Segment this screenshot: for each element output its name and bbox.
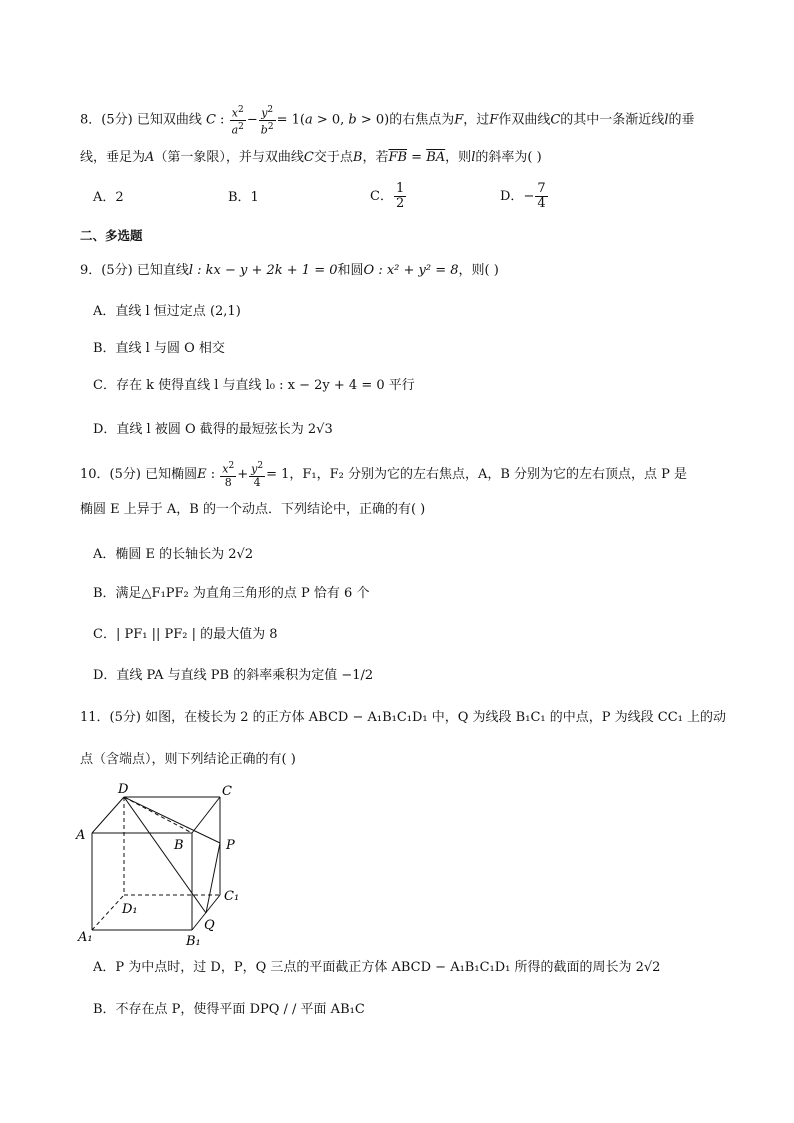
q8-option-d: D．− $\frac{7}{4}$ xyxy=(500,181,546,211)
q8-frac-x: $\frac{x^2}{a^2}$ xyxy=(231,105,244,137)
section-heading-multiple-choice: 二、多选题 xyxy=(80,228,143,243)
q8-line1: 8．(5分) 已知双曲线 C : $\frac{x^2}{a^2}$ − $\frac{y^2}{b^2}$ = 1(a > 0, b > 0)的右焦点为F，过F作双曲线C的其中一条渐近线l的垂 xyxy=(80,105,695,137)
vertex-label-c1: C₁ xyxy=(224,889,240,904)
vertex-label-p: P xyxy=(226,838,235,853)
q11-line1: 11．(5分) 如图，在棱长为 2 的正方体 ABCD − A₁B₁C₁D₁ 中，Q 为线段 B₁C₁ 的中点，P 为线段 CC₁ 上的动 xyxy=(80,710,726,725)
q10-option-c: C．| PF₁ || PF₂ | 的最大值为 8 xyxy=(93,627,278,642)
vertex-label-b1: B₁ xyxy=(186,934,201,949)
q11-line2: 点（含端点），则下列结论正确的有( ) xyxy=(80,752,296,767)
q8-option-b: B．1 xyxy=(228,190,259,205)
q8-option-a: A．2 xyxy=(93,190,124,205)
q8-prefix: 8．(5分) 已知双曲线 xyxy=(80,112,202,128)
q10-line2: 椭圆 E 上异于 A，B 的一个动点．下列结论中，正确的有( ) xyxy=(80,502,426,517)
q10-line1: 10．(5分) 已知椭圆E : $\frac{x^2}{8}$ + $\frac{y^2}{4}$ = 1，F₁，F₂ 分别为它的左右焦点，A，B 分别为它的左右顶点，点 P 是 xyxy=(80,461,688,489)
q11-option-a: A．P 为中点时，过 D，P，Q 三点的平面截正方体 ABCD − A₁B₁C₁D₁ 所得的截面的周长为 2√2 xyxy=(93,960,661,975)
q8-line2: 线，垂足为A（第一象限），并与双曲线C交于点B，若$\overline{FB} = \overline{BA}$，则l的斜率为( ) xyxy=(80,150,542,165)
vertex-label-a1: A₁ xyxy=(78,930,93,945)
q8-option-c: C． $\frac{1}{2}$ xyxy=(370,181,405,211)
vertex-label-a: A xyxy=(76,828,86,843)
cube-figure xyxy=(70,775,260,955)
vertex-label-b: B xyxy=(174,838,184,853)
q9-option-a: A．直线 l 恒过定点 (2,1) xyxy=(93,304,241,319)
q10-option-b: B．满足△F₁PF₂ 为直角三角形的点 P 恰有 6 个 xyxy=(93,586,370,601)
vertex-label-c: C xyxy=(222,784,232,799)
q9-option-d: D．直线 l 被圆 O 截得的最短弦长为 2√3 xyxy=(93,422,333,437)
vertex-label-d: D xyxy=(118,782,129,797)
q9-option-c: C．存在 k 使得直线 l 与直线 l₀ : x − 2y + 4 = 0 平行 xyxy=(93,378,415,393)
q11-option-b: B．不存在点 P，使得平面 DPQ / / 平面 AB₁C xyxy=(93,1002,365,1017)
q10-option-d: D．直线 PA 与直线 PB 的斜率乘积为定值 −1/2 xyxy=(93,668,374,683)
q8-frac-y: $\frac{y^2}{b^2}$ xyxy=(260,105,274,137)
q10-option-a: A．椭圆 E 的长轴长为 2√2 xyxy=(93,547,254,562)
q9-stem: 9．(5分) 已知直线l : kx − y + 2k + 1 = 0和圆O : x² + y² = 8，则( ) xyxy=(80,263,499,278)
vertex-label-d1: D₁ xyxy=(122,902,138,917)
q9-option-b: B．直线 l 与圆 O 相交 xyxy=(93,341,225,356)
vertex-label-q: Q xyxy=(204,918,215,933)
